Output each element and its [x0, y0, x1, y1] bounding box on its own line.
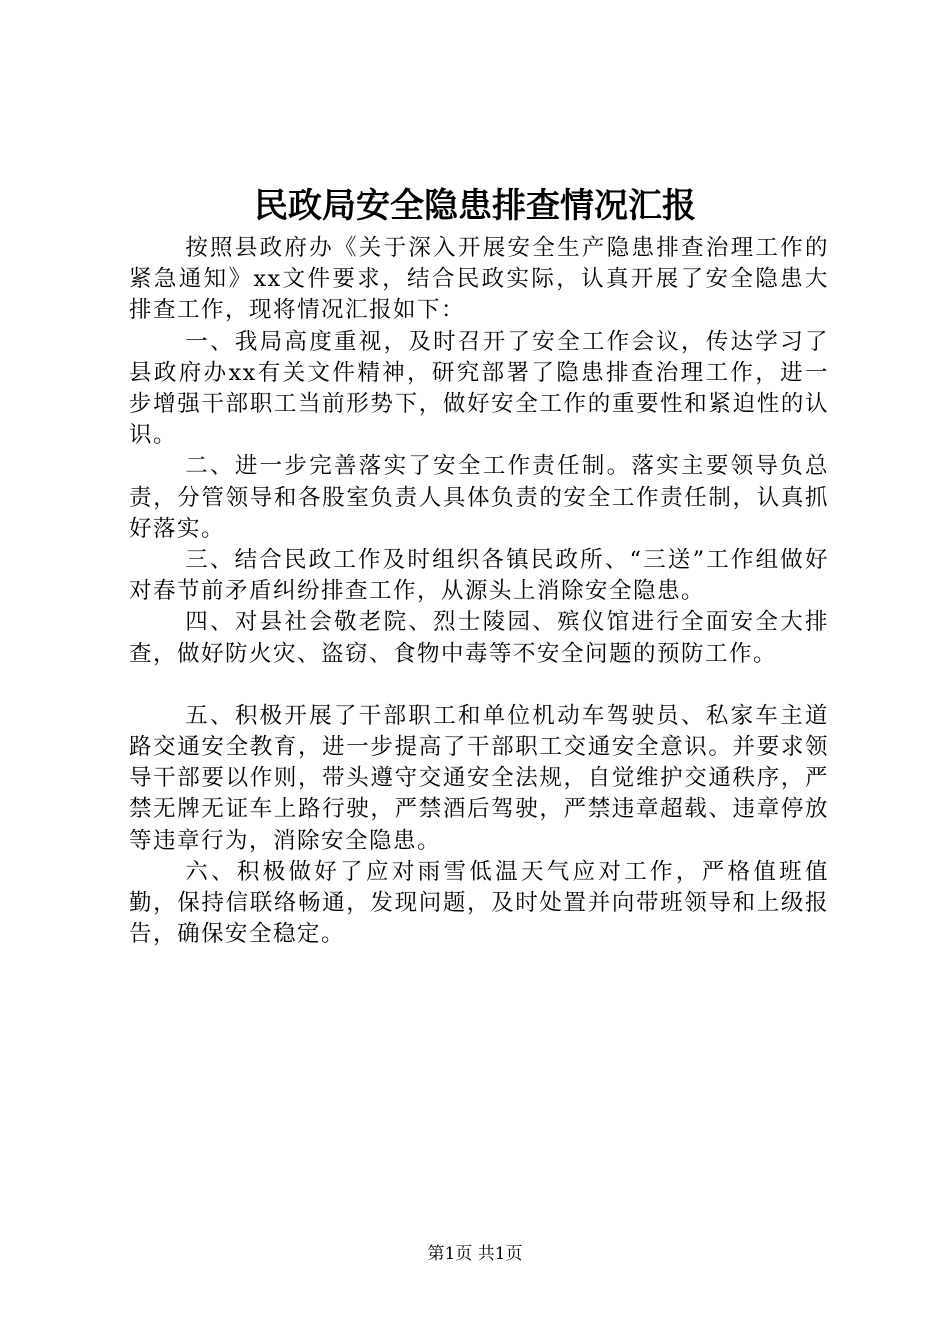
page-number-footer: 第1页 共1页 [427, 1244, 523, 1264]
paragraph-item-4: 四、对县社会敬老院、烈士陵园、殡仪馆进行全面安全大排查，做好防火灾、盗窃、食物中毒等不安全问题的预防工作。 [129, 609, 829, 667]
paragraph-intro: 按照县政府办《关于深入开展安全生产隐患排查治理工作的紧急通知》xx文件要求，结合民政实际，认真开展了安全隐患大排查工作，现将情况汇报如下： [129, 235, 829, 324]
paragraph-item-3: 三、结合民政工作及时组织各镇民政所、“三送”工作组做好对春节前矛盾纠纷排查工作，从源头上消除安全隐患。 [129, 547, 829, 605]
blank-line [129, 670, 829, 701]
document-title: 民政局安全隐患排查情况汇报 [254, 186, 696, 226]
paragraph-item-6: 六、积极做好了应对雨雪低温天气应对工作，严格值班值勤，保持信联络畅通，发现问题，及时处置并向带班领导和上级报告，确保安全稳定。 [129, 858, 829, 948]
document-body [129, 233, 829, 950]
paragraph-item-1: 一、我局高度重视，及时召开了安全工作会议，传达学习了县政府办xx有关文件精神，研究部署了隐患排查治理工作，进一步增强干部职工当前形势下，做好安全工作的重要性和紧迫性的认识。 [129, 328, 829, 449]
paragraph-item-5: 五、积极开展了干部职工和单位机动车驾驶员、私家车主道路交通安全教育，进一步提高了干部职工交通安全意识。并要求领导干部要以作则，带头遵守交通安全法规，自觉维护交通秩序，严禁无牌无证车上路行驶，严禁酒后驾驶，严禁违章超载、违章停放等违章行为，消除安全隐患。 [129, 702, 829, 854]
paragraph-item-2: 二、进一步完善落实了安全工作责任制。落实主要领导负总责，分管领导和各股室负责人具体负责的安全工作责任制，认真抓好落实。 [129, 453, 829, 542]
